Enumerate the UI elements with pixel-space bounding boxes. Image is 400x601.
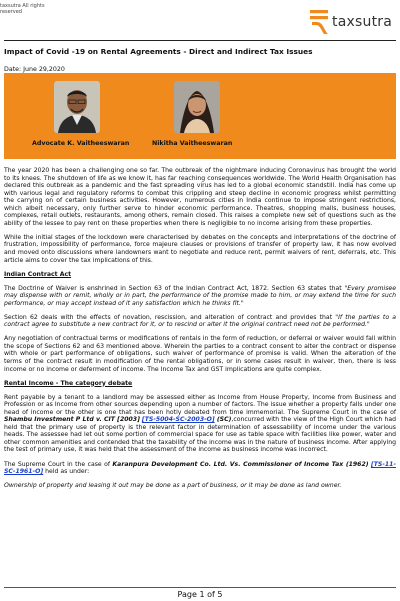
rupee-logo-icon (308, 8, 330, 36)
page-number: Page 1 of 5 (177, 590, 223, 599)
author-photo-nikitha-vaitheeswaran (174, 81, 220, 133)
paragraph-lockdown: While the initial stages of the lockdown were characterised by debates on the concepts and interpretations of the doctrine of frustration, impossibility of performance, force majeure clauses or provisions of transfer of property law, it has now evolved and moved onto discussions where landowners want to negotiate and reduce rent, permit waivers of rent, deferrals, etc. This article aims to cover the tax implications of this. (4, 233, 396, 264)
section-63-quote: "Every promisee may dispense with or remit, wholly or in part, the performance of the promise made to him, or may extend the time for such performance, or may accept instead of it any satisfaction which he thinks fit." (4, 284, 396, 307)
logo-text: taxsutra (332, 14, 392, 30)
paragraph-rental-category: Rent payable by a tenant to a landlord may be assessed either as Income from House Property, Income from Business and Profession or as Income from other sources depending upon a number of factors. The issue whether a property falls under one head of income or the other is one that has been hotly debated from time immemorial. The Supreme Court in the case of Shambu Investment P Ltd v. CIT [2003] [TS-5004-SC-2003-O] (SC),concurred with the view of the High Court which had held that the primary use of property is the relevant factor in determination of assessability of income under the various heads. The assessee had let out some portion of commercial space for use as table space with facilities like power, water and other common amenities and contended that the taxability of the income was in the nature of business income. After applying the test of primary use, it was held that the assessment of the income as business income was incorrect. (4, 393, 396, 454)
article-date: Date: June 29,2020 (4, 66, 65, 73)
case-karanpura-development: Karanpura Development Co. Ltd. Vs. Commissioner of Income Tax (1962) (112, 460, 369, 468)
paragraph-intro: The year 2020 has been a challenging one so far. The outbreak of the nightmare inducing Coronavirus has brought the world to its knees. The shutdown of life as we know it, has far reaching consequences worldwide. The World Health Organisation has declared this outbreak as a pandemic and the fast spreading virus has led to a global economic standstill. India has come up with various legal and regulatory reforms to combat this crippling and steep decline in economic progress whilst permitting the carrying on of certain business activities. However, numerous cities in India continue to impose stringent restrictions, which albeit necessary, only further serve to hinder economic performance. Theatres, shopping malls, business houses, complexes, retail outlets, restaurants, among others, remain closed. This raises a complete new set of questions such as the ability of the lessee to pay rent on these properties when there is negligible to no income arising from these properties. (4, 167, 396, 227)
paragraph-ownership-quote: Ownership of property and leasing it out may be done as a part of business, or it may be done as land owner. (4, 482, 342, 490)
paragraph-section-62: Section 62 deals with the effects of novation, rescission, and alteration of contract and provides that "If the parties to a contract agree to substitute a new contract for it, or to rescind or alter it the original contract need not be performed." (4, 313, 396, 329)
footer-divider (4, 587, 396, 588)
header-divider (4, 40, 396, 41)
section-62-quote: "If the parties to a contract agree to substitute a new contract for it, or to rescind or alter it the original contract need not be performed." (4, 313, 396, 329)
author-banner (4, 73, 396, 159)
link-ts-5004-sc-2003[interactable]: [TS-5004-SC-2003-O] (141, 416, 215, 424)
taxsutra-logo (308, 8, 392, 36)
author-name-1: Advocate K. Vaitheeswaran (32, 140, 130, 147)
heading-indian-contract-act: Indian Contract Act (4, 270, 72, 278)
article-title: Impact of Covid -19 on Rental Agreements - Direct and Indirect Tax Issues (4, 47, 313, 56)
paragraph-section-63: The Doctrine of Waiver is enshrined in Section 63 of the Indian Contract Act, 1872. Section 63 states that "Every promisee may dispense with or remit, wholly or in part, the performance of the promise made to him, or may extend the time for such performance, or may accept instead of it any satisfaction which he thinks fit." (4, 284, 396, 307)
author-name-2: Nikitha Vaitheeswaran (152, 140, 233, 147)
case-shambu-investment: Shambu Investment P Ltd v. CIT [2003] (4, 416, 140, 424)
link-ts-11-sc-1961[interactable]: [TS-11-SC-1961-O] (4, 460, 396, 476)
article-body (4, 167, 396, 496)
author-photo-k-vaitheeswaran (54, 81, 100, 133)
paragraph-modifications: Any negotiation of contractual terms or modifications of rentals in the form of reduction, or deferral or waiver would fall within the scope of Sections 62 and 63 mentioned above. Wherein the parties to a contract consent to alter the contract or dispense with whole or part performance of obligations, such waiver of performance of promise is valid. When the alteration of the terms of the contract result in modification of the rental obligations, or in some cases result in waiver, then, there is less income or no income or deferment of income. The Income Tax and GST implications are quite complex. (4, 335, 396, 373)
heading-rental-income: Rental Income - The category debate (4, 379, 133, 387)
copyright-notice: taxsutra All rights reserved (0, 3, 45, 15)
paragraph-karanpura: The Supreme Court in the case of Karanpura Development Co. Ltd. Vs. Commissioner of Income Tax (1962) [TS-11-SC-1961-O] held as under: (4, 460, 396, 476)
